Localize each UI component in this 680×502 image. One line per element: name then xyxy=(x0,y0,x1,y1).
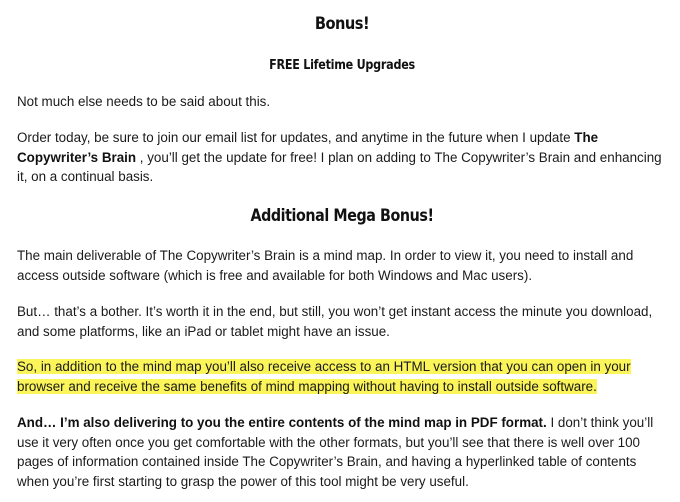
mega-paragraph-3 xyxy=(17,357,667,396)
pdf-format-bold: And… I’m also delivering to you the entire contents of the mind map in PDF format. xyxy=(17,415,547,430)
bonus-paragraph-2 xyxy=(17,128,667,187)
mega-paragraph-4-rest: I don’t think you’ll use it very often once you get comfortable with the other formats, but you’ll see that there is well over 100 pages of information contained inside The Copywriter’s Brain, and having a hyperlinked table of contents when you’re first starting to grasp the power of this tool might be very useful. xyxy=(17,415,654,489)
mega-bonus-heading: Additional Mega Bonus! xyxy=(250,206,434,226)
product-name: The Copywriter’s Brain xyxy=(17,130,599,165)
bonus-paragraph-1: Not much else needs to be said about this. xyxy=(17,94,271,109)
bonus-paragraph-2-start: Order today, be sure to join our email list for updates, and anytime in the future when I update xyxy=(17,130,575,145)
mega-paragraph-1: The main deliverable of The Copywriter’s Brain is a mind map. In order to view it, you need to install and access outside software (which is free and available for both Windows and Mac users). xyxy=(17,248,634,283)
bonus-paragraph-2-end: , you’ll get the update for free! I plan on adding to The Copywriter’s Brain and enhancing it, on a continual basis. xyxy=(17,149,662,185)
bonus-subheading: FREE Lifetime Upgrades xyxy=(269,58,415,73)
mega-paragraph-4 xyxy=(17,413,667,491)
mega-paragraph-2: But… that’s a bother. It’s worth it in the end, but still, you won’t get instant access the minute you download, and some platforms, like an iPad or tablet might have an issue. xyxy=(17,304,653,339)
highlighted-text: So, in addition to the mind map you’ll also receive access to an HTML version that you can open in your browser and receive the same benefits of mind mapping without having to install outside software. xyxy=(17,359,631,394)
bonus-heading: Bonus! xyxy=(314,14,370,34)
